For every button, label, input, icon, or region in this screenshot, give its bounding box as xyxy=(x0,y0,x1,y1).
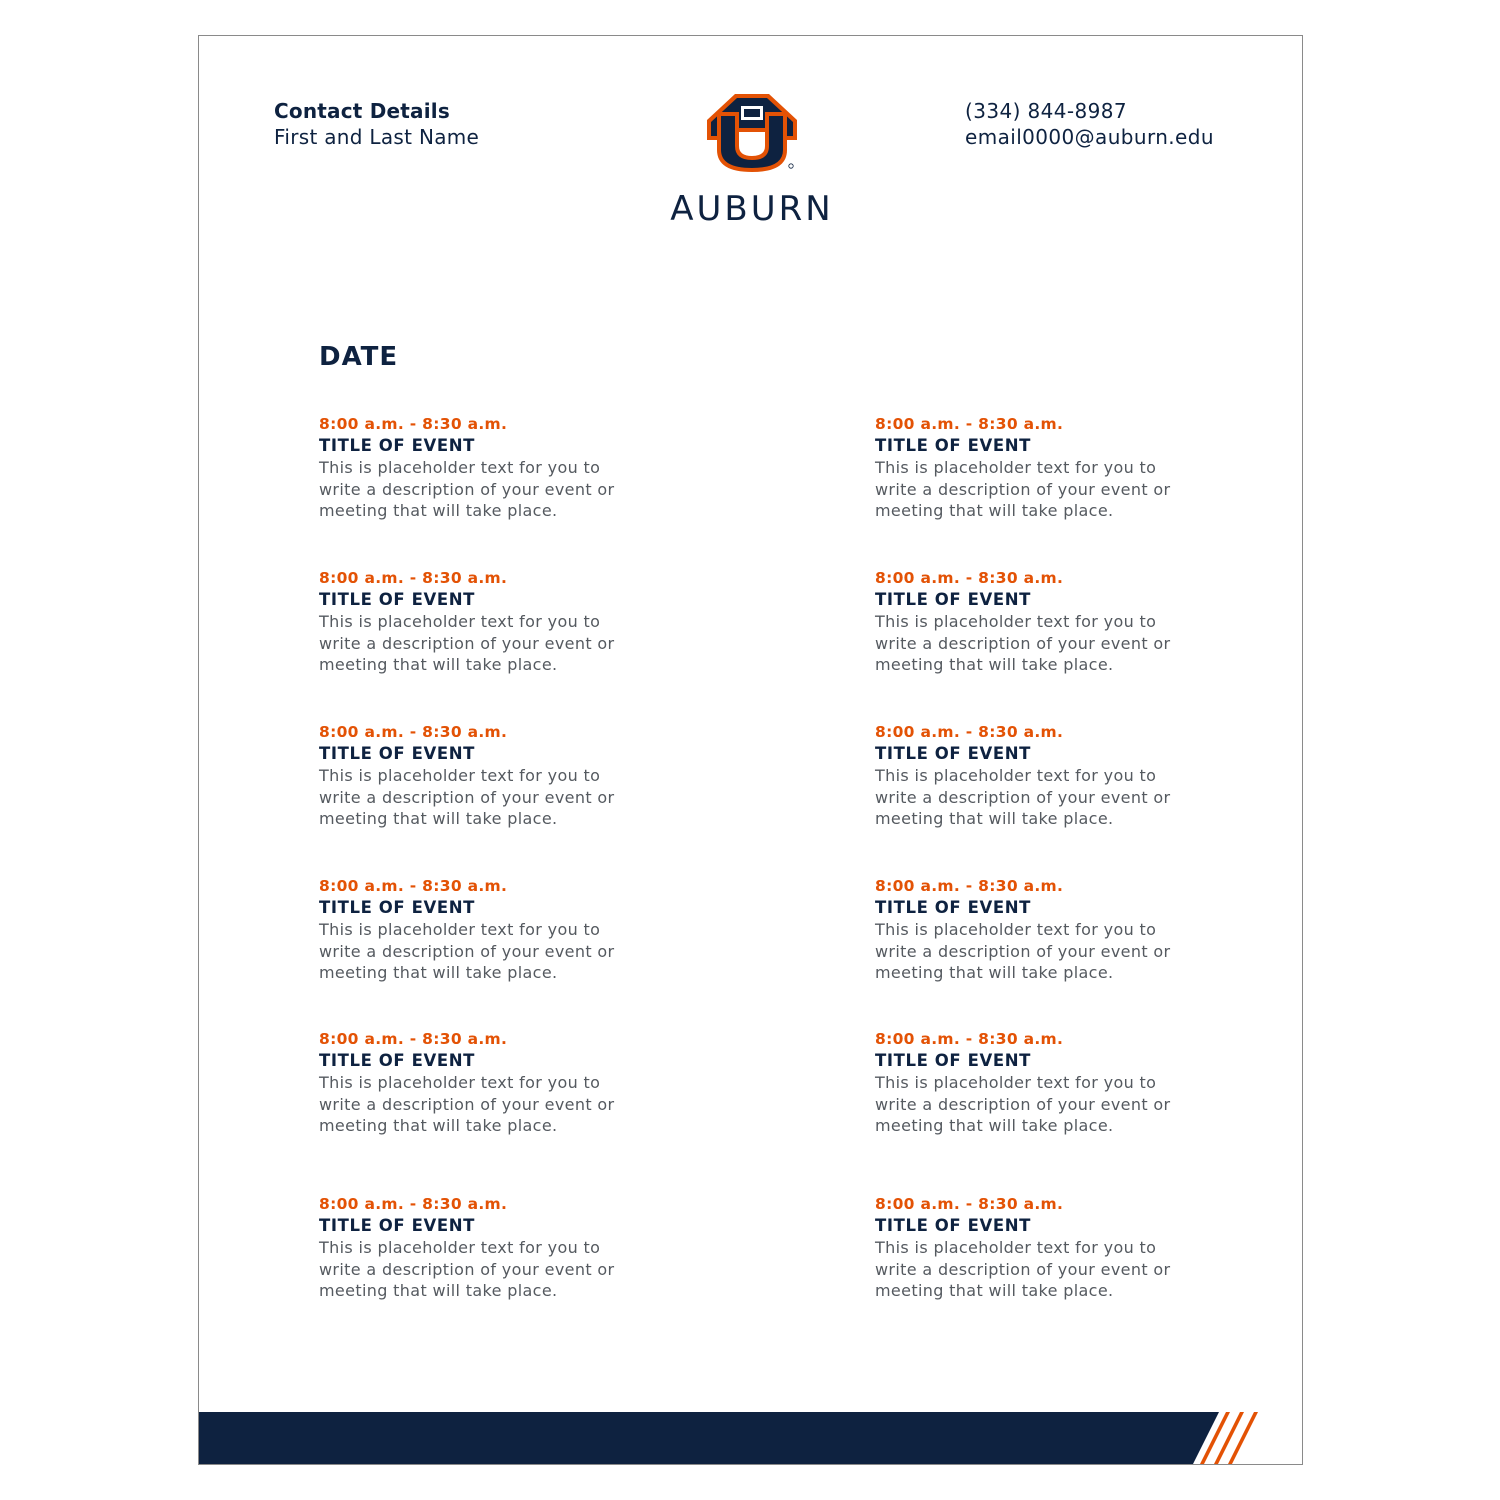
footer-stripe xyxy=(1227,1412,1258,1465)
event-time: 8:00 a.m. - 8:30 a.m. xyxy=(319,877,508,895)
flyer-page xyxy=(198,35,1303,1465)
wordmark: AUBURN xyxy=(670,189,834,229)
phone-number: (334) 844-8987 xyxy=(965,99,1128,123)
event-title: TITLE OF EVENT xyxy=(319,1216,475,1235)
event-time: 8:00 a.m. - 8:30 a.m. xyxy=(319,569,508,587)
contact-name: First and Last Name xyxy=(274,125,480,149)
event-item xyxy=(319,722,659,830)
event-description: This is placeholder text for you to write a description of your event or meeting that will take place. xyxy=(875,766,1171,829)
event-title: TITLE OF EVENT xyxy=(875,436,1031,455)
event-time: 8:00 a.m. - 8:30 a.m. xyxy=(875,877,1064,895)
event-description: This is placeholder text for you to write a description of your event or meeting that will take place. xyxy=(875,612,1171,675)
event-item xyxy=(319,568,659,676)
event-description: This is placeholder text for you to write a description of your event or meeting that will take place. xyxy=(875,1238,1171,1301)
event-item xyxy=(875,568,1215,676)
event-description: This is placeholder text for you to write a description of your event or meeting that will take place. xyxy=(319,612,615,675)
event-description: This is placeholder text for you to write a description of your event or meeting that will take place. xyxy=(319,1073,615,1136)
event-title: TITLE OF EVENT xyxy=(875,1216,1031,1235)
date-heading: DATE xyxy=(319,342,399,372)
event-item xyxy=(319,1194,659,1302)
event-title: TITLE OF EVENT xyxy=(875,1051,1031,1070)
event-item xyxy=(875,1194,1215,1302)
au-monogram-icon xyxy=(705,92,799,176)
event-time: 8:00 a.m. - 8:30 a.m. xyxy=(319,1195,508,1213)
event-time: 8:00 a.m. - 8:30 a.m. xyxy=(875,415,1064,433)
contact-info xyxy=(965,98,1214,150)
event-title: TITLE OF EVENT xyxy=(319,590,475,609)
event-title: TITLE OF EVENT xyxy=(319,436,475,455)
event-description: This is placeholder text for you to write a description of your event or meeting that will take place. xyxy=(319,458,615,521)
email-address: email0000@auburn.edu xyxy=(965,125,1214,149)
event-title: TITLE OF EVENT xyxy=(319,1051,475,1070)
event-item xyxy=(875,722,1215,830)
event-item xyxy=(875,876,1215,984)
event-item xyxy=(319,414,659,522)
event-time: 8:00 a.m. - 8:30 a.m. xyxy=(319,723,508,741)
event-time: 8:00 a.m. - 8:30 a.m. xyxy=(319,1030,508,1048)
event-description: This is placeholder text for you to write a description of your event or meeting that will take place. xyxy=(319,766,615,829)
event-title: TITLE OF EVENT xyxy=(875,590,1031,609)
event-item xyxy=(319,1029,659,1137)
event-description: This is placeholder text for you to write a description of your event or meeting that will take place. xyxy=(875,1073,1171,1136)
event-time: 8:00 a.m. - 8:30 a.m. xyxy=(875,723,1064,741)
event-title: TITLE OF EVENT xyxy=(319,744,475,763)
event-description: This is placeholder text for you to write a description of your event or meeting that will take place. xyxy=(875,458,1171,521)
event-item xyxy=(875,1029,1215,1137)
event-title: TITLE OF EVENT xyxy=(319,898,475,917)
footer-navy-bar xyxy=(199,1412,1219,1465)
event-title: TITLE OF EVENT xyxy=(875,744,1031,763)
event-time: 8:00 a.m. - 8:30 a.m. xyxy=(875,1030,1064,1048)
event-description: This is placeholder text for you to write a description of your event or meeting that will take place. xyxy=(319,1238,615,1301)
event-description: This is placeholder text for you to write a description of your event or meeting that will take place. xyxy=(319,920,615,983)
footer-stripe xyxy=(1213,1412,1244,1465)
event-time: 8:00 a.m. - 8:30 a.m. xyxy=(875,1195,1064,1213)
footer-band xyxy=(199,1412,1303,1465)
contact-block xyxy=(274,98,479,150)
event-time: 8:00 a.m. - 8:30 a.m. xyxy=(875,569,1064,587)
event-description: This is placeholder text for you to write a description of your event or meeting that will take place. xyxy=(875,920,1171,983)
event-item xyxy=(875,414,1215,522)
event-time: 8:00 a.m. - 8:30 a.m. xyxy=(319,415,508,433)
event-title: TITLE OF EVENT xyxy=(875,898,1031,917)
event-item xyxy=(319,876,659,984)
contact-heading: Contact Details xyxy=(274,99,450,123)
